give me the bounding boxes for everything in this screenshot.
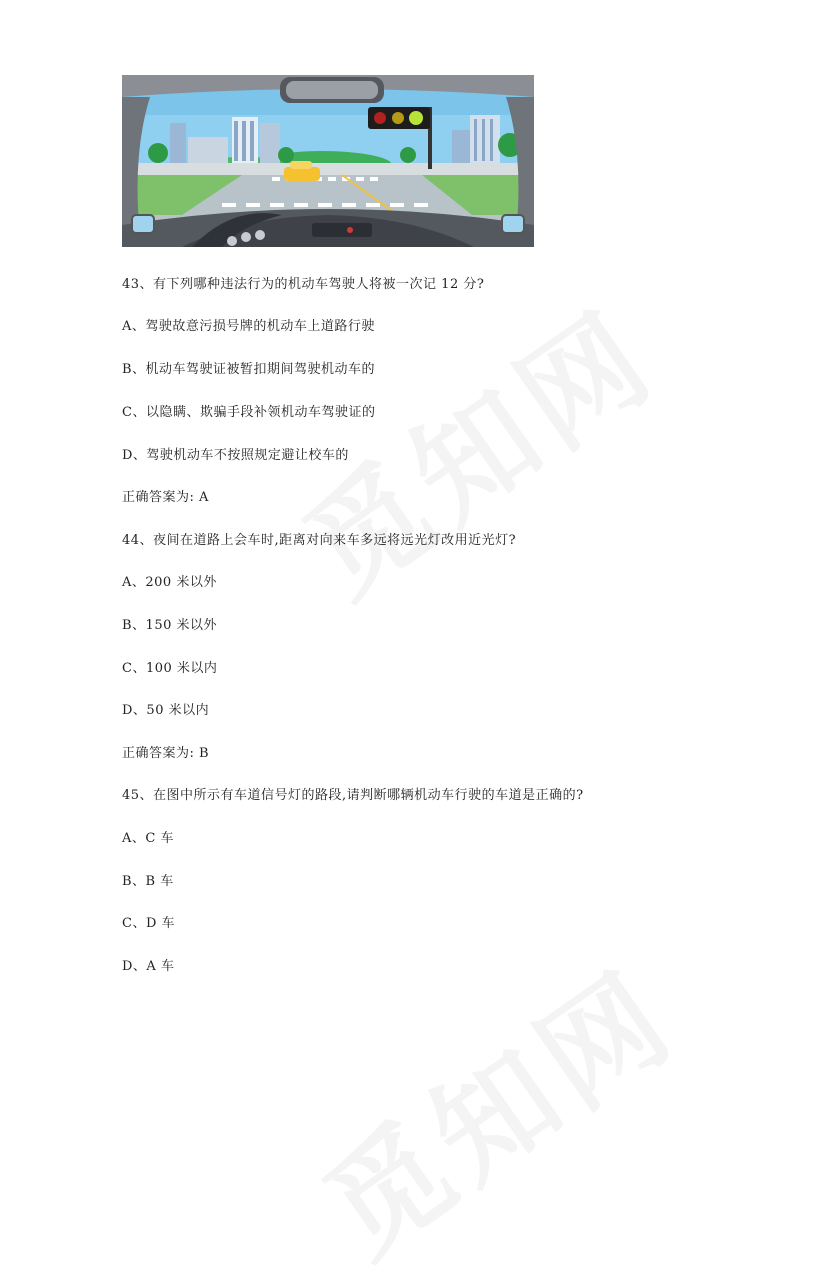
- question-44-option-c: C、100 米以内: [122, 661, 218, 676]
- question-43-option-d: D、驾驶机动车不按照规定避让校车的: [122, 448, 349, 463]
- question-45-option-d: D、A 车: [122, 959, 175, 974]
- question-45-option-a: A、C 车: [122, 831, 174, 846]
- watermark-bottom: [286, 924, 704, 1288]
- question-43-answer: 正确答案为: A: [122, 490, 209, 505]
- windshield-illustration: [122, 75, 534, 247]
- windshield-scene-image: [122, 75, 534, 247]
- question-44-option-b: B、150 米以外: [122, 618, 217, 633]
- question-44-answer: 正确答案为: B: [122, 746, 210, 761]
- question-45-option-c: C、D 车: [122, 916, 176, 931]
- question-43-stem: 43、有下列哪种违法行为的机动车驾驶人将被一次记 12 分?: [122, 277, 485, 292]
- question-43-option-c: C、以隐瞒、欺骗手段补领机动车驾驶证的: [122, 405, 376, 420]
- question-43-option-b: B、机动车驾驶证被暂扣期间驾驶机动车的: [122, 362, 376, 377]
- question-45-option-b: B、B 车: [122, 874, 174, 889]
- question-44-option-a: A、200 米以外: [122, 575, 217, 590]
- question-45-stem: 45、在图中所示有车道信号灯的路段,请判断哪辆机动车行驶的车道是正确的?: [122, 788, 584, 803]
- question-44-option-d: D、50 米以内: [122, 703, 210, 718]
- question-44-stem: 44、夜间在道路上会车时,距离对向来车多远将远光灯改用近光灯?: [122, 533, 517, 548]
- question-43-option-a: A、驾驶故意污损号牌的机动车上道路行驶: [122, 319, 375, 334]
